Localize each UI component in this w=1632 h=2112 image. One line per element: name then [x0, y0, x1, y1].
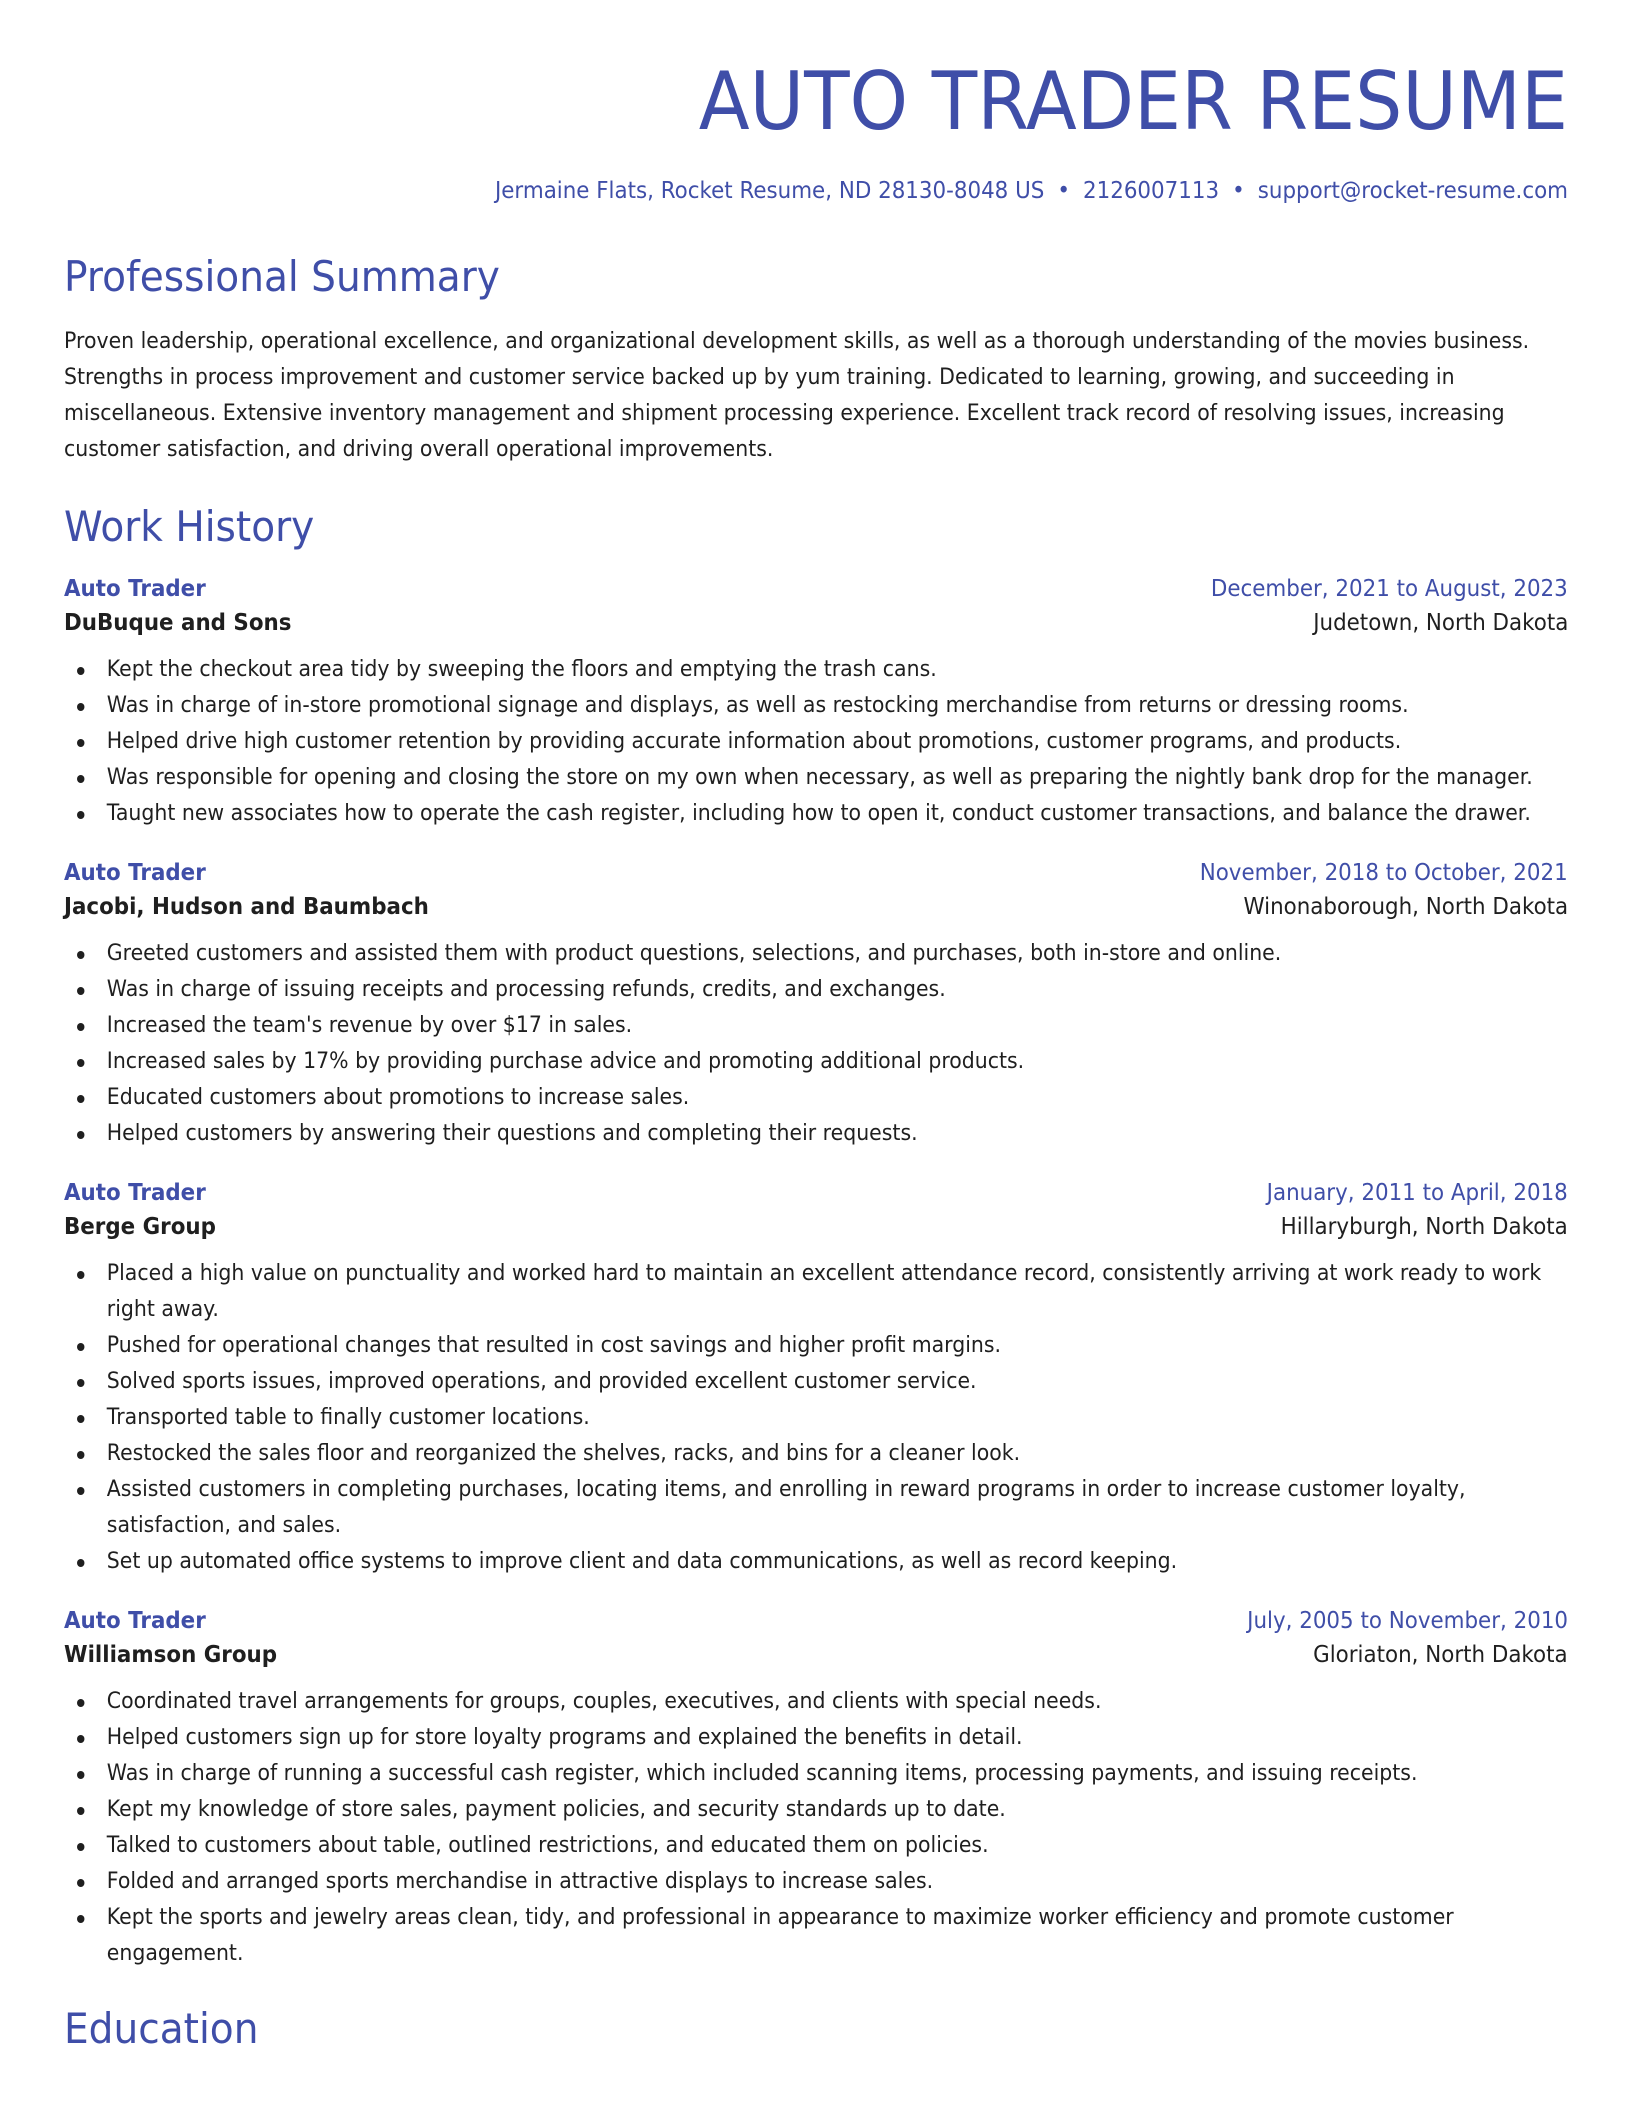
job-entry [64, 860, 1568, 1152]
job-dates: January, 2011 to April, 2018 [1266, 1180, 1568, 1206]
job-location: Winonaborough, North Dakota [1243, 894, 1568, 920]
list-item: Kept the sports and jewelry areas clean, tidy, and professional in appearance to maximize worker efficiency and promote customer engagement. [64, 1900, 1571, 1972]
list-item: Talked to customers about table, outlined restrictions, and educated them on policies. [64, 1828, 1571, 1864]
work-history-heading: Work History [64, 502, 315, 551]
job-header-row [64, 860, 1568, 886]
list-item: Pushed for operational changes that resulted in cost savings and higher profit margins. [64, 1328, 1571, 1364]
summary-text: Proven leadership, operational excellence, and organizational development skills, as well as a thorough understanding of the movies business. Strengths in process improvement and customer service backed up by yum training. Dedicated to learning, growing, and succeeding in miscellaneous. Extensive inventory management and shipment processing experience. Excellent track record of resolving issues, increasing customer satisfaction, and driving overall operational improvements. [64, 329, 1530, 462]
contact-phone: 2126007113 [1082, 178, 1220, 204]
list-item: Helped customers by answering their questions and completing their requests. [64, 1116, 1571, 1152]
job-company-row [64, 1642, 1568, 1668]
list-item: Was in charge of running a successful cash register, which included scanning items, processing payments, and issuing receipts. [64, 1756, 1571, 1792]
list-item: Set up automated office systems to improve client and data communications, as well as record keeping. [64, 1544, 1571, 1580]
list-item: Kept my knowledge of store sales, payment policies, and security standards up to date. [64, 1792, 1571, 1828]
list-item: Assisted customers in completing purchases, locating items, and enrolling in reward programs in order to increase customer loyalty, satisfaction, and sales. [64, 1472, 1571, 1544]
job-company-row [64, 1214, 1568, 1240]
list-item: Was responsible for opening and closing the store on my own when necessary, as well as preparing the nightly bank drop for the manager. [64, 760, 1571, 796]
job-entry [64, 1608, 1568, 1972]
job-company-row [64, 894, 1568, 920]
job-bullet-list [64, 936, 1571, 1152]
contact-email: support@rocket-resume.com [1257, 178, 1568, 204]
summary-heading: Professional Summary [64, 252, 500, 301]
list-item: Transported table to finally customer locations. [64, 1400, 1571, 1436]
list-item: Taught new associates how to operate the cash register, including how to open it, conduct customer transactions, and balance the drawer. [64, 796, 1571, 832]
list-item: Kept the checkout area tidy by sweeping the floors and emptying the trash cans. [64, 652, 1571, 688]
job-company: DuBuque and Sons [64, 610, 292, 636]
job-title: Auto Trader [64, 860, 206, 886]
list-item: Solved sports issues, improved operations, and provided excellent customer service. [64, 1364, 1571, 1400]
education-heading: Education [64, 2004, 259, 2053]
job-header-row [64, 576, 1568, 602]
list-item: Restocked the sales floor and reorganized the shelves, racks, and bins for a cleaner look. [64, 1436, 1571, 1472]
contact-line [169, 178, 1568, 204]
list-item: Coordinated travel arrangements for groups, couples, executives, and clients with special needs. [64, 1684, 1571, 1720]
job-company: Jacobi, Hudson and Baumbach [64, 894, 429, 920]
contact-separator: • [1057, 178, 1070, 204]
job-title: Auto Trader [64, 1180, 206, 1206]
contact-address: Jermaine Flats, Rocket Resume, ND 28130-8048 US [494, 178, 1045, 204]
list-item: Educated customers about promotions to increase sales. [64, 1080, 1571, 1116]
job-company: Berge Group [64, 1214, 216, 1240]
resume-title: AUTO TRADER RESUME [698, 55, 1568, 148]
job-dates: July, 2005 to November, 2010 [1247, 1608, 1568, 1634]
contact-separator: • [1232, 178, 1245, 204]
job-header-row [64, 1180, 1568, 1206]
list-item: Greeted customers and assisted them with product questions, selections, and purchases, both in-store and online. [64, 936, 1571, 972]
job-entry [64, 1180, 1568, 1580]
job-bullet-list [64, 652, 1571, 832]
list-item: Was in charge of issuing receipts and processing refunds, credits, and exchanges. [64, 972, 1571, 1008]
work-history-list [64, 576, 1568, 1972]
job-location: Judetown, North Dakota [1312, 610, 1568, 636]
job-header-row [64, 1608, 1568, 1634]
job-company-row [64, 610, 1568, 636]
job-bullet-list [64, 1684, 1571, 1972]
list-item: Increased the team's revenue by over $17 in sales. [64, 1008, 1571, 1044]
job-title: Auto Trader [64, 1608, 206, 1634]
job-location: Hillaryburgh, North Dakota [1280, 1214, 1568, 1240]
job-dates: November, 2018 to October, 2021 [1199, 860, 1568, 886]
job-company: Williamson Group [64, 1642, 278, 1668]
list-item: Helped drive high customer retention by providing accurate information about promotions, customer programs, and products. [64, 724, 1571, 760]
list-item: Was in charge of in-store promotional signage and displays, as well as restocking merchandise from returns or dressing rooms. [64, 688, 1571, 724]
job-dates: December, 2021 to August, 2023 [1211, 576, 1568, 602]
job-location: Gloriaton, North Dakota [1313, 1642, 1568, 1668]
job-title: Auto Trader [64, 576, 206, 602]
list-item: Increased sales by 17% by providing purchase advice and promoting additional products. [64, 1044, 1571, 1080]
list-item: Helped customers sign up for store loyalty programs and explained the benefits in detail. [64, 1720, 1571, 1756]
job-bullet-list [64, 1256, 1571, 1580]
list-item: Folded and arranged sports merchandise in attractive displays to increase sales. [64, 1864, 1571, 1900]
list-item: Placed a high value on punctuality and worked hard to maintain an excellent attendance record, consistently arriving at work ready to work right away. [64, 1256, 1571, 1328]
job-entry [64, 576, 1568, 832]
